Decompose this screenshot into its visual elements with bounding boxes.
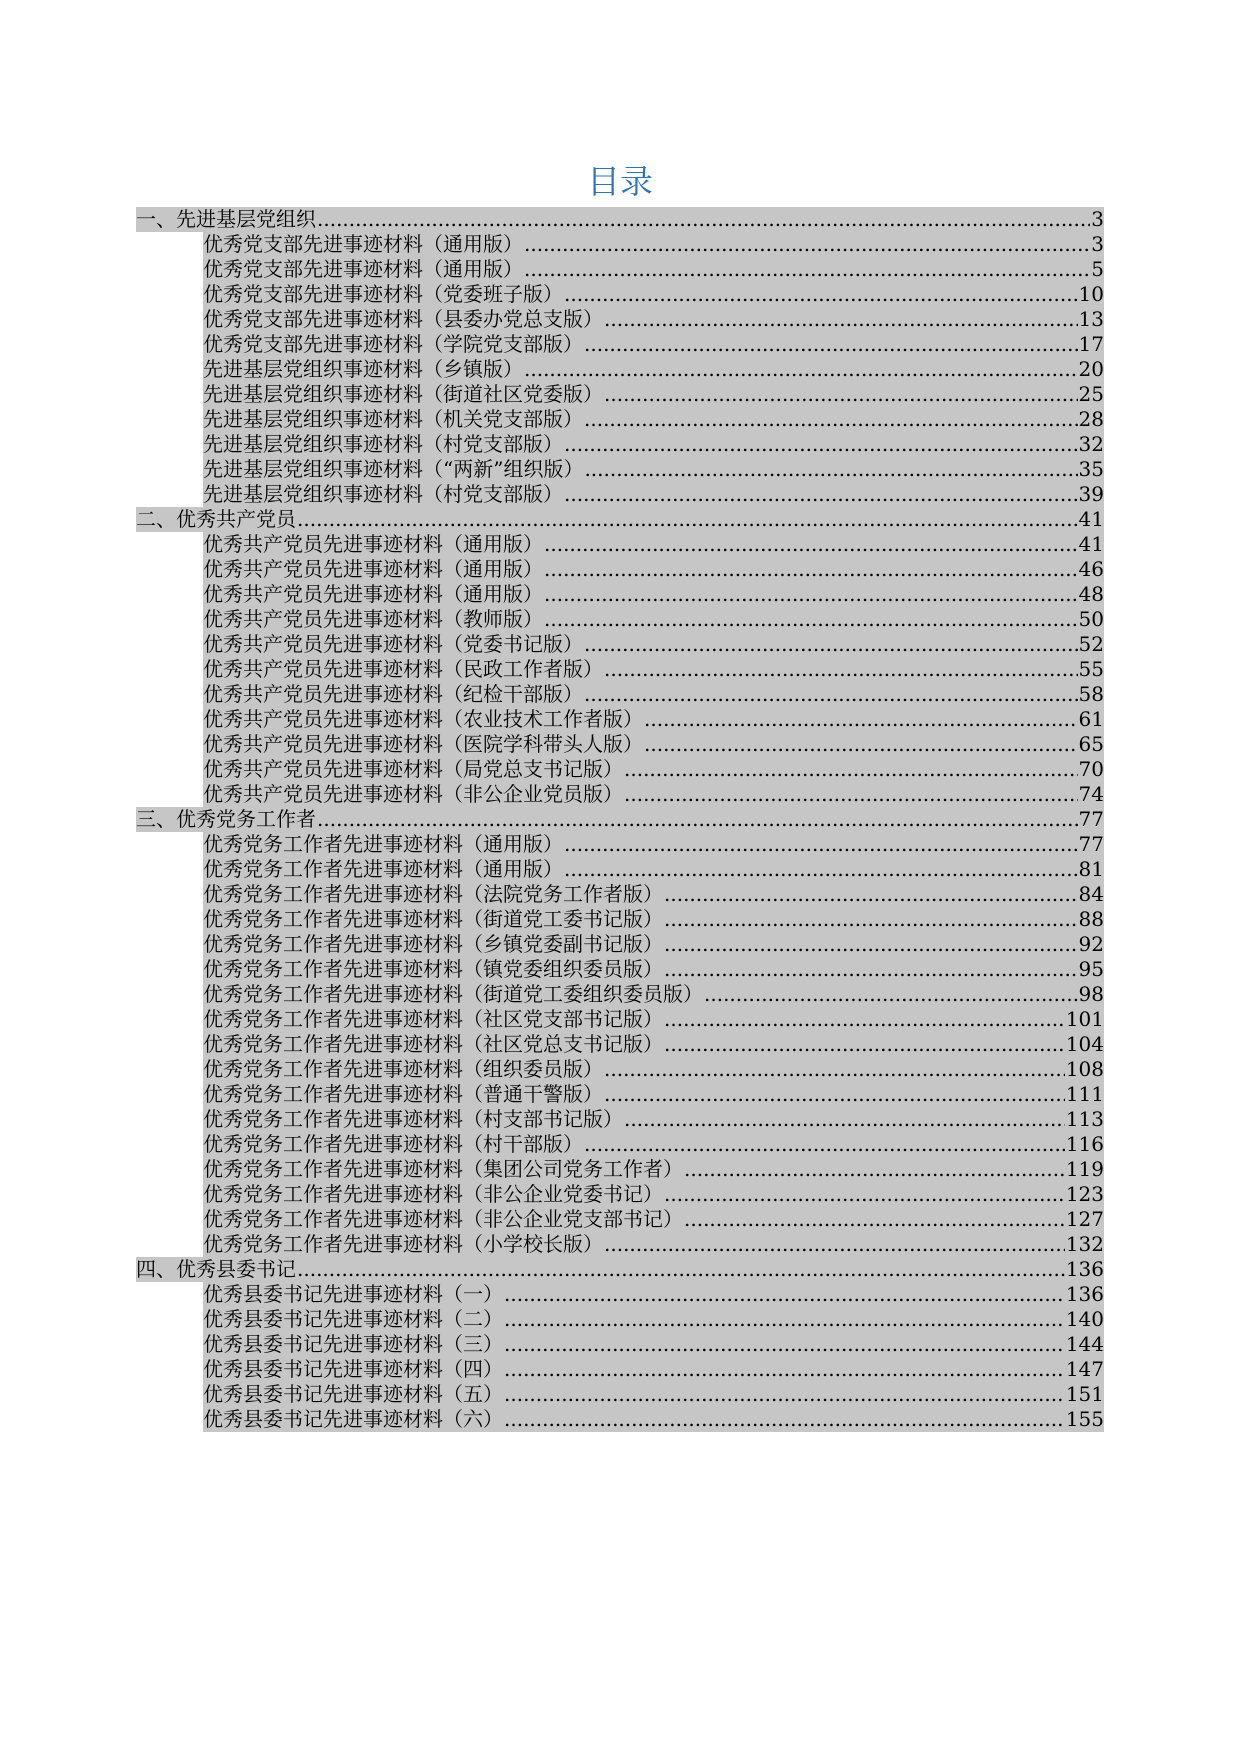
dot-leader [297,507,1078,532]
dot-leader [604,382,1078,407]
toc-entry-page-number: 28 [1078,407,1104,431]
toc-entry-page-number: 98 [1078,982,1104,1006]
toc-entry-page-number: 140 [1065,1307,1104,1331]
toc-item-entry[interactable] [0,232,1240,257]
toc-entry-page-number: 25 [1078,382,1104,406]
toc-entry-label: 优秀共产党员先进事迹材料（党委书记版） [203,632,583,656]
toc-item-entry[interactable] [0,1182,1240,1207]
toc-item-entry[interactable] [0,557,1240,582]
toc-entry-label: 优秀共产党员先进事迹材料（教师版） [203,607,543,631]
toc-item-entry[interactable] [0,607,1240,632]
toc-entry-label: 优秀党支部先进事迹材料（党委班子版） [203,282,563,306]
toc-item-entry[interactable] [0,1307,1240,1332]
dot-leader [564,832,1078,857]
toc-entry-label: 优秀县委书记先进事迹材料（一） [203,1282,503,1306]
toc-item-entry[interactable] [0,1207,1240,1232]
toc-item-entry[interactable] [0,257,1240,282]
toc-entry-page-number: 123 [1065,1182,1104,1206]
dot-leader [604,1232,1065,1257]
toc-entry-label: 先进基层党组织事迹材料（机关党支部版） [203,407,583,431]
toc-entry-label: 先进基层党组织事迹材料（“两新”组织版） [203,457,584,481]
toc-entry-page-number: 13 [1078,307,1104,331]
toc-entry-label: 四、优秀县委书记 [136,1257,296,1281]
dot-leader [584,682,1078,707]
toc-entry-page-number: 10 [1078,282,1104,306]
toc-entry-label: 优秀县委书记先进事迹材料（五） [203,1382,503,1406]
dot-leader [704,982,1078,1007]
toc-item-entry[interactable] [0,1132,1240,1157]
toc-item-entry[interactable] [0,457,1240,482]
toc-entry-page-number: 101 [1065,1007,1104,1031]
toc-entry-label: 优秀党务工作者先进事迹材料（组织委员版） [203,1057,603,1081]
dot-leader [584,332,1078,357]
toc-item-entry[interactable] [0,932,1240,957]
toc-item-entry[interactable] [0,682,1240,707]
toc-entry-label: 优秀县委书记先进事迹材料（二） [203,1307,503,1331]
toc-entry-page-number: 147 [1065,1357,1104,1381]
toc-entry-page-number: 95 [1078,957,1104,981]
toc-entry-label: 优秀党务工作者先进事迹材料（街道党工委书记版） [203,907,663,931]
toc-entry-page-number: 144 [1065,1332,1104,1356]
dot-leader [604,307,1078,332]
toc-item-entry[interactable] [0,1157,1240,1182]
toc-entry-label: 优秀共产党员先进事迹材料（农业技术工作者版） [203,707,643,731]
dot-leader [644,732,1078,757]
toc-item-entry[interactable] [0,332,1240,357]
toc-entry-label: 优秀党务工作者先进事迹材料（社区党支部书记版） [203,1007,663,1031]
dot-leader [584,407,1078,432]
toc-entry-page-number: 77 [1078,807,1104,831]
dot-leader [564,482,1078,507]
dot-leader [544,607,1078,632]
toc-item-entry[interactable] [0,307,1240,332]
toc-entry-page-number: 119 [1065,1157,1104,1181]
dot-leader [584,1132,1065,1157]
dot-leader [664,907,1078,932]
dot-leader [624,757,1078,782]
toc-item-entry[interactable] [0,282,1240,307]
toc-entry-label: 三、优秀党务工作者 [136,807,316,831]
toc-entry-page-number: 116 [1065,1132,1104,1156]
toc-entry-label: 优秀共产党员先进事迹材料（非公企业党员版） [203,782,623,806]
dot-leader [664,882,1078,907]
toc-entry-label: 优秀党务工作者先进事迹材料（街道党工委组织委员版） [203,982,703,1006]
toc-item-entry[interactable] [0,732,1240,757]
dot-leader [544,532,1078,557]
toc-entry-page-number: 20 [1078,357,1104,381]
dot-leader [584,632,1078,657]
toc-item-entry[interactable] [0,1332,1240,1357]
dot-leader [524,357,1078,382]
dot-leader [664,932,1078,957]
toc-entry-label: 优秀党务工作者先进事迹材料（镇党委组织委员版） [203,957,663,981]
toc-entry-page-number: 5 [1091,257,1104,281]
toc-entry-page-number: 136 [1065,1257,1104,1281]
toc-entry-page-number: 55 [1078,657,1104,681]
toc-entry-label: 先进基层党组织事迹材料（村党支部版） [203,482,563,506]
toc-entry-page-number: 88 [1078,907,1104,931]
toc-entry-page-number: 70 [1078,757,1104,781]
toc-entry-label: 优秀共产党员先进事迹材料（局党总支书记版） [203,757,623,781]
dot-leader [564,857,1078,882]
dot-leader [624,1107,1065,1132]
toc-entry-page-number: 132 [1065,1232,1104,1256]
toc-item-entry[interactable] [0,657,1240,682]
toc-entry-page-number: 50 [1078,607,1104,631]
toc-item-entry[interactable] [0,832,1240,857]
toc-item-entry[interactable] [0,757,1240,782]
toc-entry-page-number: 84 [1078,882,1104,906]
toc-entry-label: 优秀党务工作者先进事迹材料（通用版） [203,857,563,881]
toc-entry-page-number: 48 [1078,582,1104,606]
toc-entry-page-number: 3 [1091,207,1104,231]
dot-leader [544,582,1078,607]
toc-entry-page-number: 41 [1078,532,1104,556]
toc-entry-page-number: 35 [1078,457,1104,481]
dot-leader [504,1332,1065,1357]
toc-entry-label: 优秀党务工作者先进事迹材料（集团公司党务工作者） [203,1157,683,1181]
toc-item-entry[interactable] [0,582,1240,607]
toc-item-entry[interactable] [0,482,1240,507]
toc-item-entry[interactable] [0,1357,1240,1382]
toc-entry-label: 优秀共产党员先进事迹材料（通用版） [203,532,543,556]
toc-item-entry[interactable] [0,357,1240,382]
toc-section-entry[interactable] [0,207,1240,232]
dot-leader [644,707,1078,732]
toc-entry-label: 优秀县委书记先进事迹材料（四） [203,1357,503,1381]
dot-leader [297,1257,1065,1282]
toc-item-entry[interactable] [0,1107,1240,1132]
toc-title: 目录 [587,162,653,201]
toc-entry-label: 优秀党务工作者先进事迹材料（社区党总支书记版） [203,1032,663,1056]
toc-entry-page-number: 127 [1065,1207,1104,1231]
dot-leader [664,1007,1065,1032]
toc-entry-page-number: 113 [1065,1107,1104,1131]
toc-entry-label: 二、优秀共产党员 [136,507,296,531]
toc-entry-page-number: 81 [1078,857,1104,881]
toc-item-entry[interactable] [0,707,1240,732]
toc-entry-label: 先进基层党组织事迹材料（村党支部版） [203,432,563,456]
toc-entry-page-number: 3 [1091,232,1104,256]
toc-item-entry[interactable] [0,532,1240,557]
dot-leader [604,1057,1065,1082]
toc-item-entry[interactable] [0,1407,1240,1432]
toc-item-entry[interactable] [0,907,1240,932]
dot-leader [684,1157,1065,1182]
toc-entry-page-number: 151 [1065,1382,1104,1406]
toc-entry-label: 优秀党务工作者先进事迹材料（乡镇党委副书记版） [203,932,663,956]
dot-leader [564,282,1078,307]
toc-entry-page-number: 41 [1078,507,1104,531]
dot-leader [317,807,1078,832]
toc-item-entry[interactable] [0,1382,1240,1407]
dot-leader [604,657,1078,682]
toc-entry-label: 优秀党务工作者先进事迹材料（村支部书记版） [203,1107,623,1131]
toc-entry-page-number: 136 [1065,1282,1104,1306]
toc-entry-page-number: 32 [1078,432,1104,456]
toc-section-entry[interactable] [0,807,1240,832]
toc-entry-label: 先进基层党组织事迹材料（乡镇版） [203,357,523,381]
dot-leader [664,1032,1065,1057]
table-of-contents [0,207,1240,1432]
toc-item-entry[interactable] [0,957,1240,982]
toc-entry-label: 优秀县委书记先进事迹材料（六） [203,1407,503,1431]
toc-entry-label: 一、先进基层党组织 [136,207,316,231]
toc-entry-page-number: 61 [1078,707,1104,731]
toc-entry-label: 优秀党务工作者先进事迹材料（非公企业党支部书记） [203,1207,683,1231]
toc-item-entry[interactable] [0,632,1240,657]
toc-entry-label: 优秀共产党员先进事迹材料（民政工作者版） [203,657,603,681]
toc-item-entry[interactable] [0,1057,1240,1082]
dot-leader [544,557,1078,582]
toc-entry-label: 优秀共产党员先进事迹材料（纪检干部版） [203,682,583,706]
toc-entry-page-number: 39 [1078,482,1104,506]
dot-leader [504,1407,1065,1432]
toc-entry-label: 优秀共产党员先进事迹材料（通用版） [203,557,543,581]
toc-section-entry[interactable] [0,1257,1240,1282]
dot-leader [664,957,1078,982]
toc-entry-page-number: 108 [1065,1057,1104,1081]
toc-entry-page-number: 17 [1078,332,1104,356]
toc-item-entry[interactable] [0,782,1240,807]
dot-leader [504,1357,1065,1382]
toc-entry-label: 优秀共产党员先进事迹材料（医院学科带头人版） [203,732,643,756]
toc-item-entry[interactable] [0,857,1240,882]
dot-leader [504,1382,1065,1407]
toc-item-entry[interactable] [0,882,1240,907]
toc-item-entry[interactable] [0,1032,1240,1057]
toc-entry-page-number: 52 [1078,632,1104,656]
toc-entry-label: 优秀党支部先进事迹材料（学院党支部版） [203,332,583,356]
dot-leader [684,1207,1065,1232]
toc-item-entry[interactable] [0,407,1240,432]
dot-leader [317,207,1090,232]
toc-entry-page-number: 65 [1078,732,1104,756]
toc-entry-label: 优秀党支部先进事迹材料（县委办党总支版） [203,307,603,331]
toc-entry-label: 优秀党务工作者先进事迹材料（村干部版） [203,1132,583,1156]
toc-entry-page-number: 74 [1078,782,1104,806]
toc-entry-page-number: 111 [1065,1082,1104,1106]
toc-entry-label: 优秀党务工作者先进事迹材料（通用版） [203,832,563,856]
toc-entry-label: 优秀县委书记先进事迹材料（三） [203,1332,503,1356]
dot-leader [604,1082,1065,1107]
toc-item-entry[interactable] [0,1282,1240,1307]
toc-item-entry[interactable] [0,432,1240,457]
toc-item-entry[interactable] [0,382,1240,407]
toc-item-entry[interactable] [0,1082,1240,1107]
toc-entry-label: 优秀党务工作者先进事迹材料（非公企业党委书记） [203,1182,663,1206]
dot-leader [524,232,1090,257]
toc-entry-page-number: 77 [1078,832,1104,856]
toc-entry-page-number: 92 [1078,932,1104,956]
toc-entry-label: 优秀党支部先进事迹材料（通用版） [203,232,523,256]
toc-entry-label: 优秀党务工作者先进事迹材料（法院党务工作者版） [203,882,663,906]
dot-leader [624,782,1078,807]
toc-entry-page-number: 46 [1078,557,1104,581]
toc-item-entry[interactable] [0,1232,1240,1257]
toc-section-entry[interactable] [0,507,1240,532]
toc-item-entry[interactable] [0,982,1240,1007]
dot-leader [504,1307,1065,1332]
dot-leader [564,432,1078,457]
toc-item-entry[interactable] [0,1007,1240,1032]
toc-entry-page-number: 155 [1065,1407,1104,1431]
toc-entry-label: 先进基层党组织事迹材料（街道社区党委版） [203,382,603,406]
toc-entry-label: 优秀共产党员先进事迹材料（通用版） [203,582,543,606]
toc-entry-page-number: 104 [1065,1032,1104,1056]
toc-entry-label: 优秀党务工作者先进事迹材料（小学校长版） [203,1232,603,1256]
dot-leader [524,257,1090,282]
toc-entry-label: 优秀党支部先进事迹材料（通用版） [203,257,523,281]
dot-leader [664,1182,1065,1207]
toc-entry-page-number: 58 [1078,682,1104,706]
dot-leader [504,1282,1065,1307]
dot-leader [584,457,1077,482]
toc-entry-label: 优秀党务工作者先进事迹材料（普通干警版） [203,1082,603,1106]
